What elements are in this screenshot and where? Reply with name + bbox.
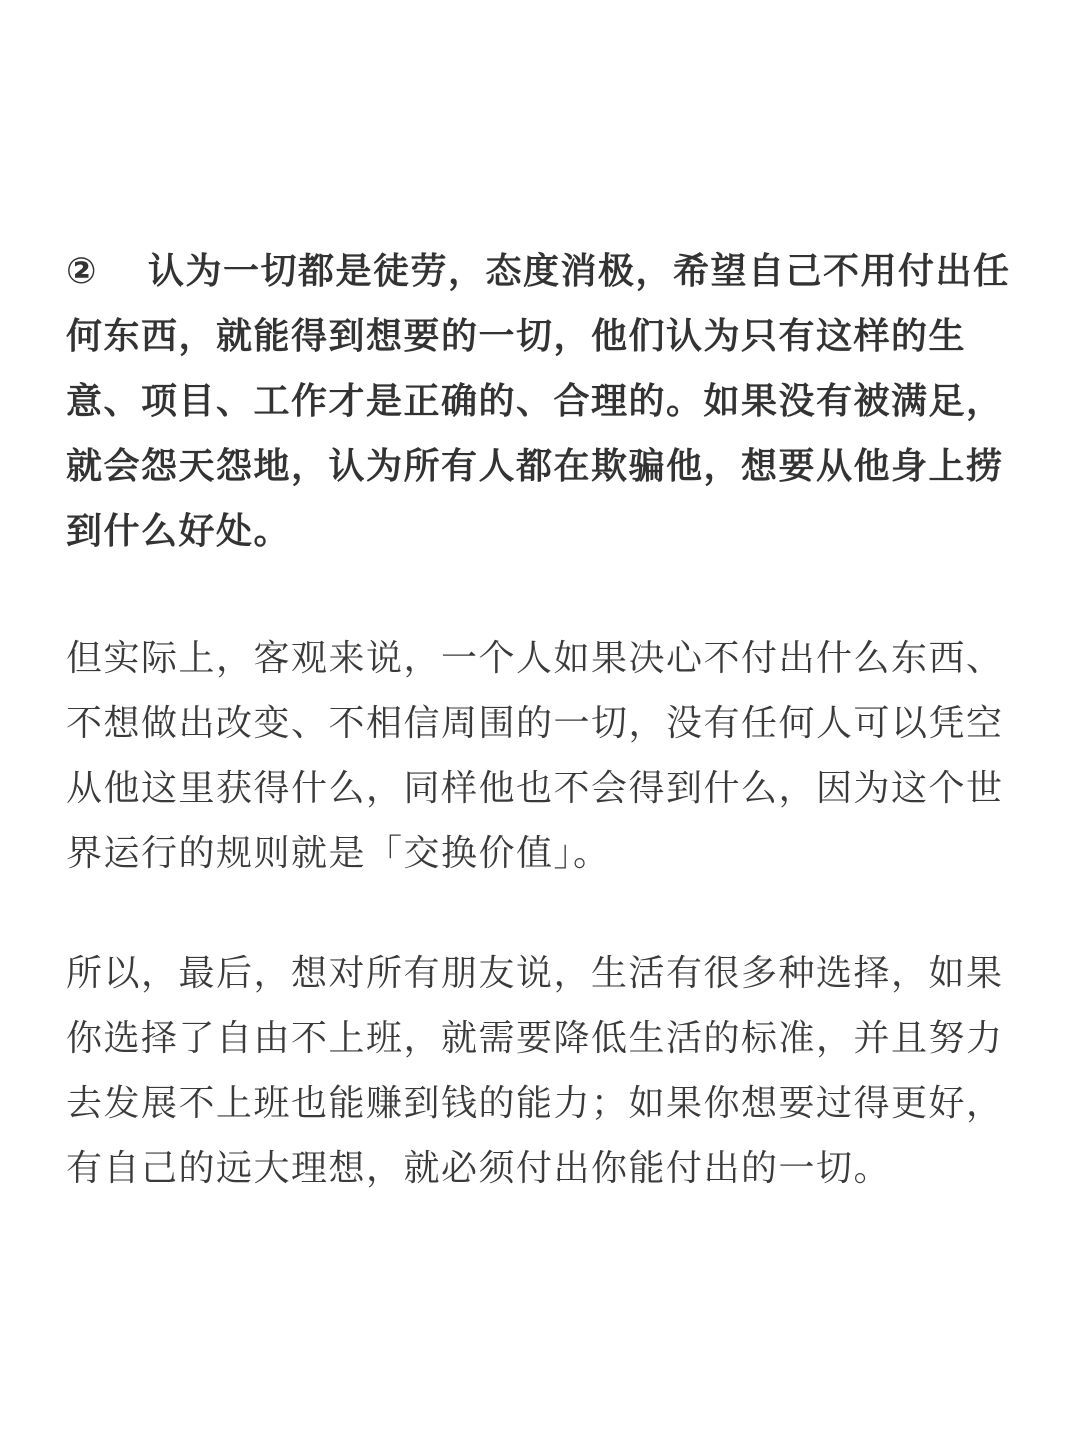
paragraph-line: 何东西，就能得到想要的一切，他们认为只有这样的生: [66, 316, 967, 357]
paragraph-line: 到什么好处。: [66, 511, 292, 552]
paragraph-line: 你选择了自由不上班，就需要降低生活的标准，并且努力: [66, 1018, 1004, 1059]
paragraph-line: 界运行的规则就是「交换价值」。: [66, 833, 611, 874]
paragraph-line: 就会怨天怨地，认为所有人都在欺骗他，想要从他身上捞: [66, 446, 1004, 487]
paragraph-point-2: [66, 239, 1011, 564]
paragraph-line: 所以，最后，想对所有朋友说，生活有很多种选择，如果: [66, 953, 1004, 994]
paragraph-line: 从他这里获得什么，同样他也不会得到什么，因为这个世: [66, 768, 1004, 809]
list-marker: ②: [66, 251, 98, 292]
paragraph-line: 意、项目、工作才是正确的、合理的。如果没有被满足，: [66, 381, 1004, 422]
paragraph-line: 去发展不上班也能赚到钱的能力；如果你想要过得更好，: [66, 1083, 1004, 1124]
paragraph-line: 但实际上，客观来说，一个人如果决心不付出什么东西、: [66, 638, 1004, 679]
line-text: 认为一切都是徒劳，态度消极，希望自己不用付出任: [148, 251, 1011, 292]
paragraph-reality: [66, 626, 1004, 886]
paragraph-line: [66, 239, 1011, 304]
paragraph-conclusion: [66, 941, 1004, 1201]
paragraph-line: 不想做出改变、不相信周围的一切，没有任何人可以凭空: [66, 703, 1004, 744]
paragraph-line: 有自己的远大理想，就必须付出你能付出的一切。: [66, 1148, 892, 1189]
